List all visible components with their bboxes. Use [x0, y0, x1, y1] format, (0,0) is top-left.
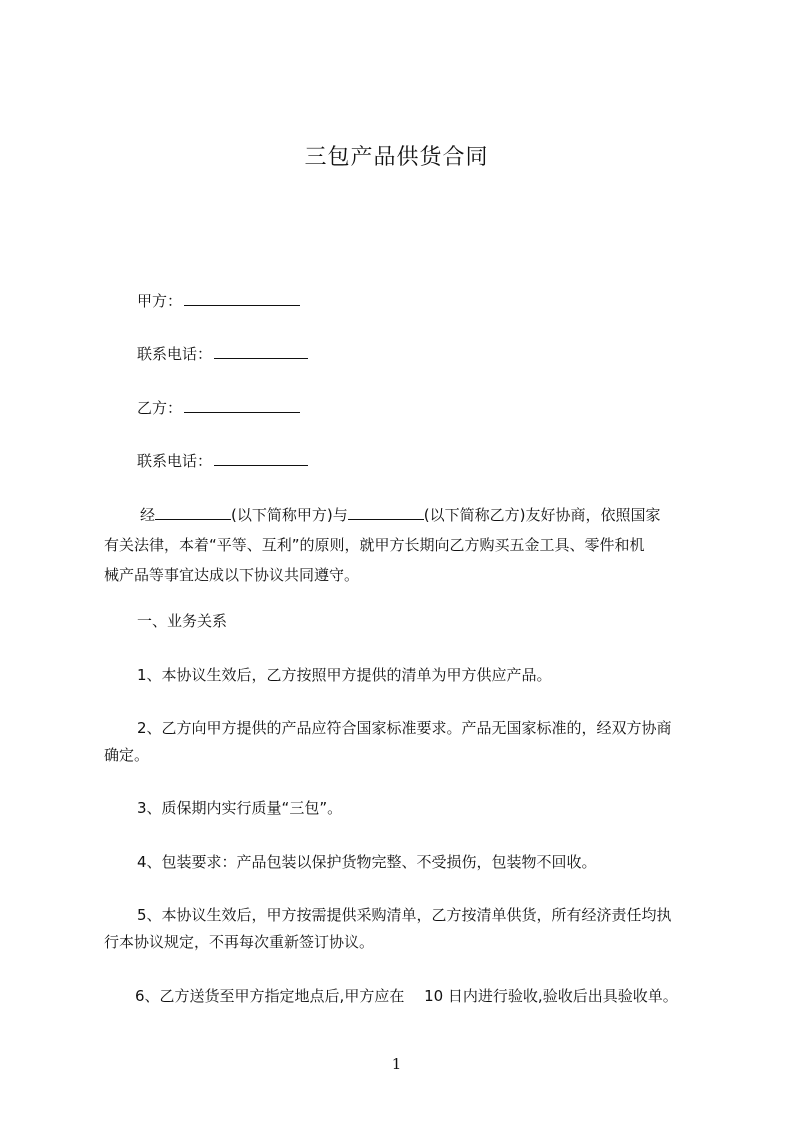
party-b-label: 乙方：	[137, 399, 183, 417]
party-a-phone-label: 联系电话：	[137, 345, 213, 363]
party-a-field	[137, 290, 300, 312]
clause-5-line-1: 5、本协议生效后，甲方按需提供采购清单，乙方按清单供货，所有经济责任均执	[137, 906, 672, 924]
party-b-blank	[184, 397, 300, 413]
party-b-phone-field	[137, 450, 308, 472]
party-b-phone-blank	[214, 450, 308, 466]
party-a-blank	[184, 290, 300, 306]
section-heading: 一、业务关系	[137, 612, 228, 630]
party-a-phone-blank	[214, 343, 308, 359]
party-a-phone-field	[137, 343, 308, 365]
intro-blank-a	[155, 504, 231, 520]
intro-prefix: 经	[140, 506, 156, 524]
clause-2-line-1: 2、乙方向甲方提供的产品应符合国家标准要求。产品无国家标准的，经双方协商	[137, 719, 672, 737]
intro-line-3: 械产品等事宜达成以下协议共同遵守。	[104, 566, 360, 584]
clause-3: 3、质保期内实行质量“三包”。	[137, 799, 343, 817]
party-a-label: 甲方：	[137, 292, 183, 310]
party-b-field	[137, 397, 300, 419]
party-b-phone-label: 联系电话：	[137, 452, 213, 470]
clause-5-line-2: 行本协议规定，不再每次重新签订协议。	[104, 933, 375, 951]
intro-middle: (以下简称甲方)与	[231, 506, 348, 524]
intro-line-2: 有关法律，本着“平等、互利”的原则，就甲方长期向乙方购买五金工具、零件和机	[104, 536, 645, 554]
clause-1: 1、本协议生效后，乙方按照甲方提供的清单为甲方供应产品。	[137, 666, 552, 684]
clause-2-line-2: 确定。	[104, 746, 150, 764]
page-title: 三包产品供货合同	[304, 145, 489, 170]
intro-suffix: (以下简称乙方)友好协商，依照国家	[423, 506, 661, 524]
clause-6: 6、乙方送货至甲方指定地点后,甲方应在 10 日内进行验收,验收后出具验收单。	[135, 987, 678, 1005]
intro-line-1	[140, 504, 660, 526]
intro-blank-b	[348, 504, 424, 520]
page-number: 1	[391, 1055, 402, 1073]
clause-4: 4、包装要求：产品包装以保护货物完整、不受损伤，包装物不回收。	[137, 853, 597, 871]
